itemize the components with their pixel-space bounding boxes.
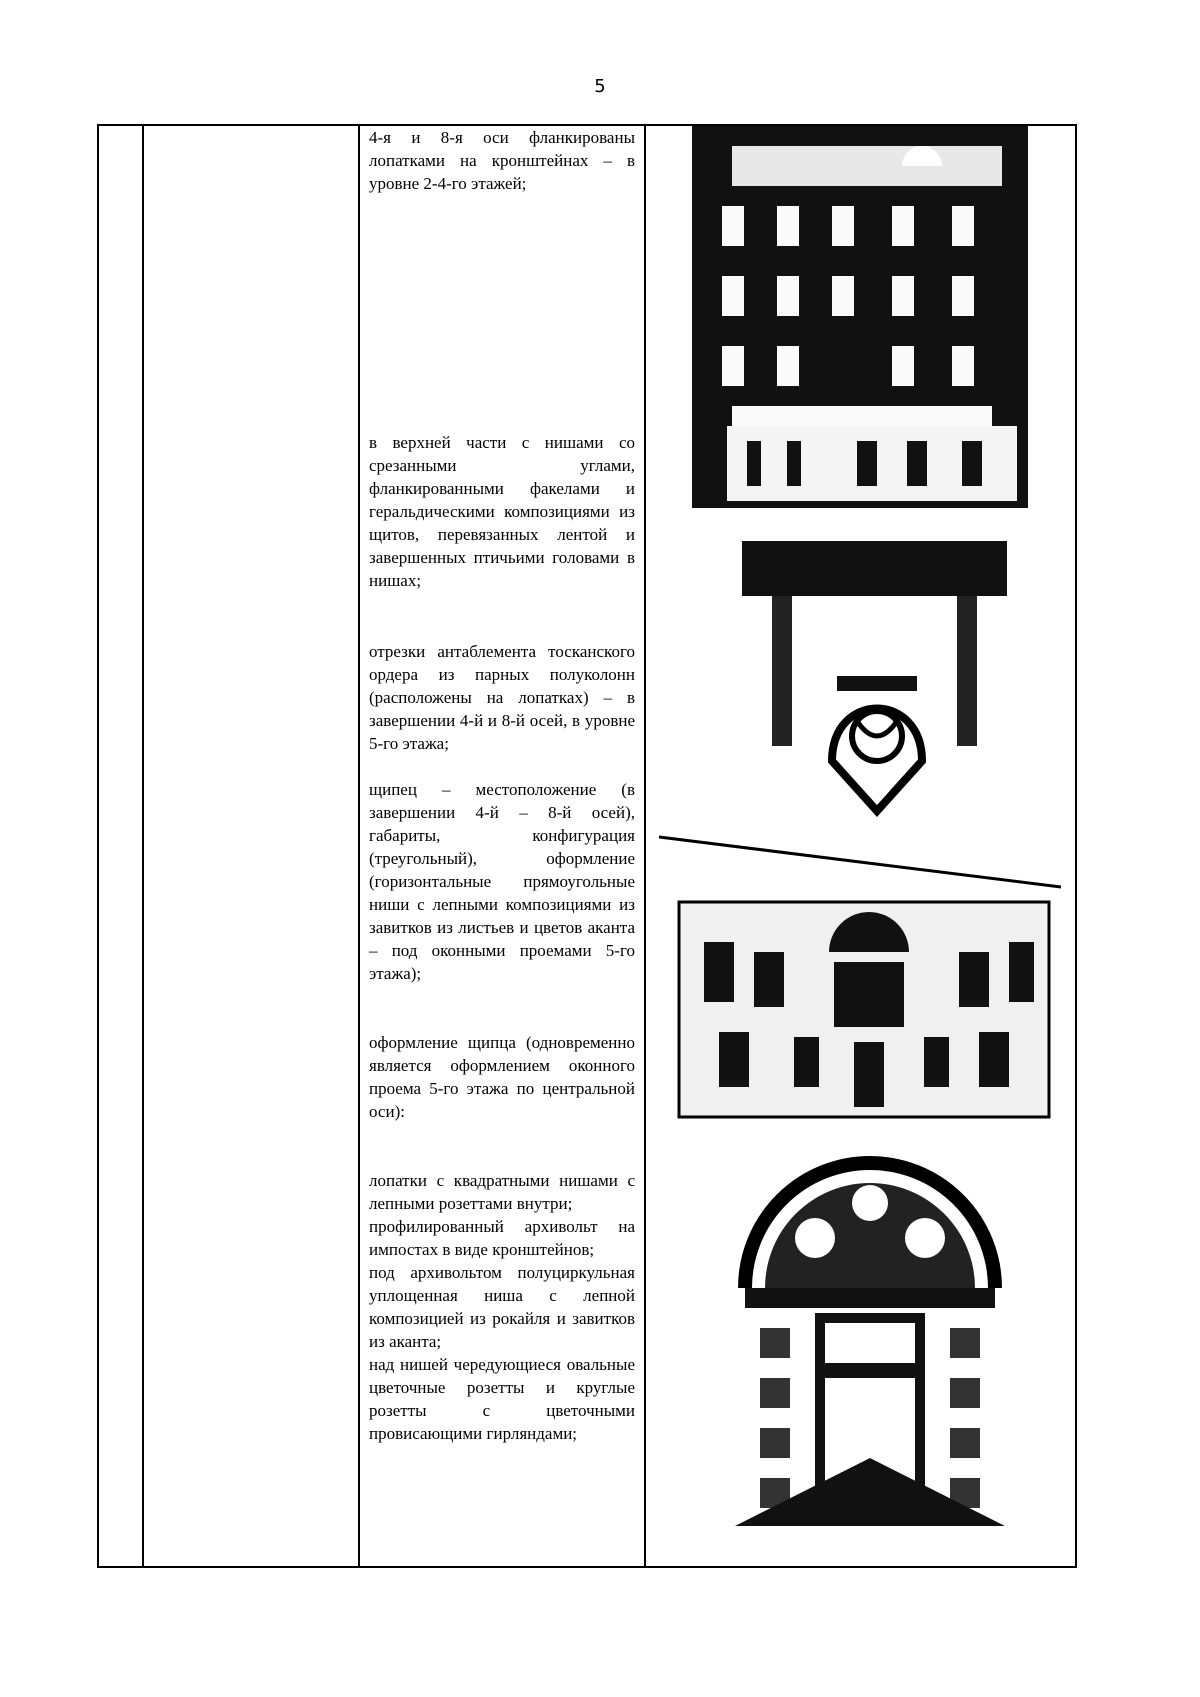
gable-facade-photo (659, 832, 1061, 1124)
description-text: отрезки антаблемента тосканского ордера из парных полуколонн (расположены на лопатках) – в завершении 4-й и 8-й осей, в уровне 5-го этажа; (369, 642, 635, 753)
description-text: профилированный архивольт на импостах в виде кронштейнов; (369, 1217, 635, 1259)
column-divider-3 (644, 126, 646, 1566)
pilaster-niche-photo (692, 531, 1028, 821)
description-text: 4-я и 8-я оси фланкированы лопатками на кронштейнах – в уровне 2-4-го этажей; (369, 128, 635, 193)
description-text: щипец – местоположение (в завершении 4-й – 8-й осей), габариты, конфигурация (треугольный), оформление (горизонтальные прямоугольные ниши с лепными композициями из завитков из листьев и цветов аканта – под оконными проемами 5-го этажа); (369, 780, 635, 983)
description-block-1 (369, 126, 635, 195)
column-divider-1 (142, 126, 144, 1566)
description-text: в верхней части с нишами со срезанными углами, фланкированными факелами и геральдическими композициями из щитов, перевязанных лентой и завершенных птичьими головами в нишах; (369, 433, 635, 590)
page-number: 5 (594, 76, 606, 97)
column-divider-2 (358, 126, 360, 1566)
description-block-5 (369, 1031, 635, 1123)
description-text: над нишей чередующиеся овальные цветочные розетты и круглые розетты с цветочными провисающими гирляндами; (369, 1355, 635, 1443)
building-facade-photo (692, 126, 1028, 508)
description-block-6 (369, 1169, 635, 1445)
description-text: лопатки с квадратными нишами с лепными розеттами внутри; (369, 1171, 635, 1213)
description-block-4 (369, 778, 635, 985)
description-block-2 (369, 431, 635, 592)
description-text: под архивольтом полуциркульная уплощенная ниша с лепной композицией из рокайля и завитков из аканта; (369, 1263, 635, 1351)
monument-table (97, 124, 1077, 1568)
description-block-3 (369, 640, 635, 755)
description-text: оформление щипца (одновременно является оформлением оконного проема 5-го этажа по центральной оси): (369, 1033, 635, 1121)
arched-window-photo (705, 1138, 1035, 1526)
